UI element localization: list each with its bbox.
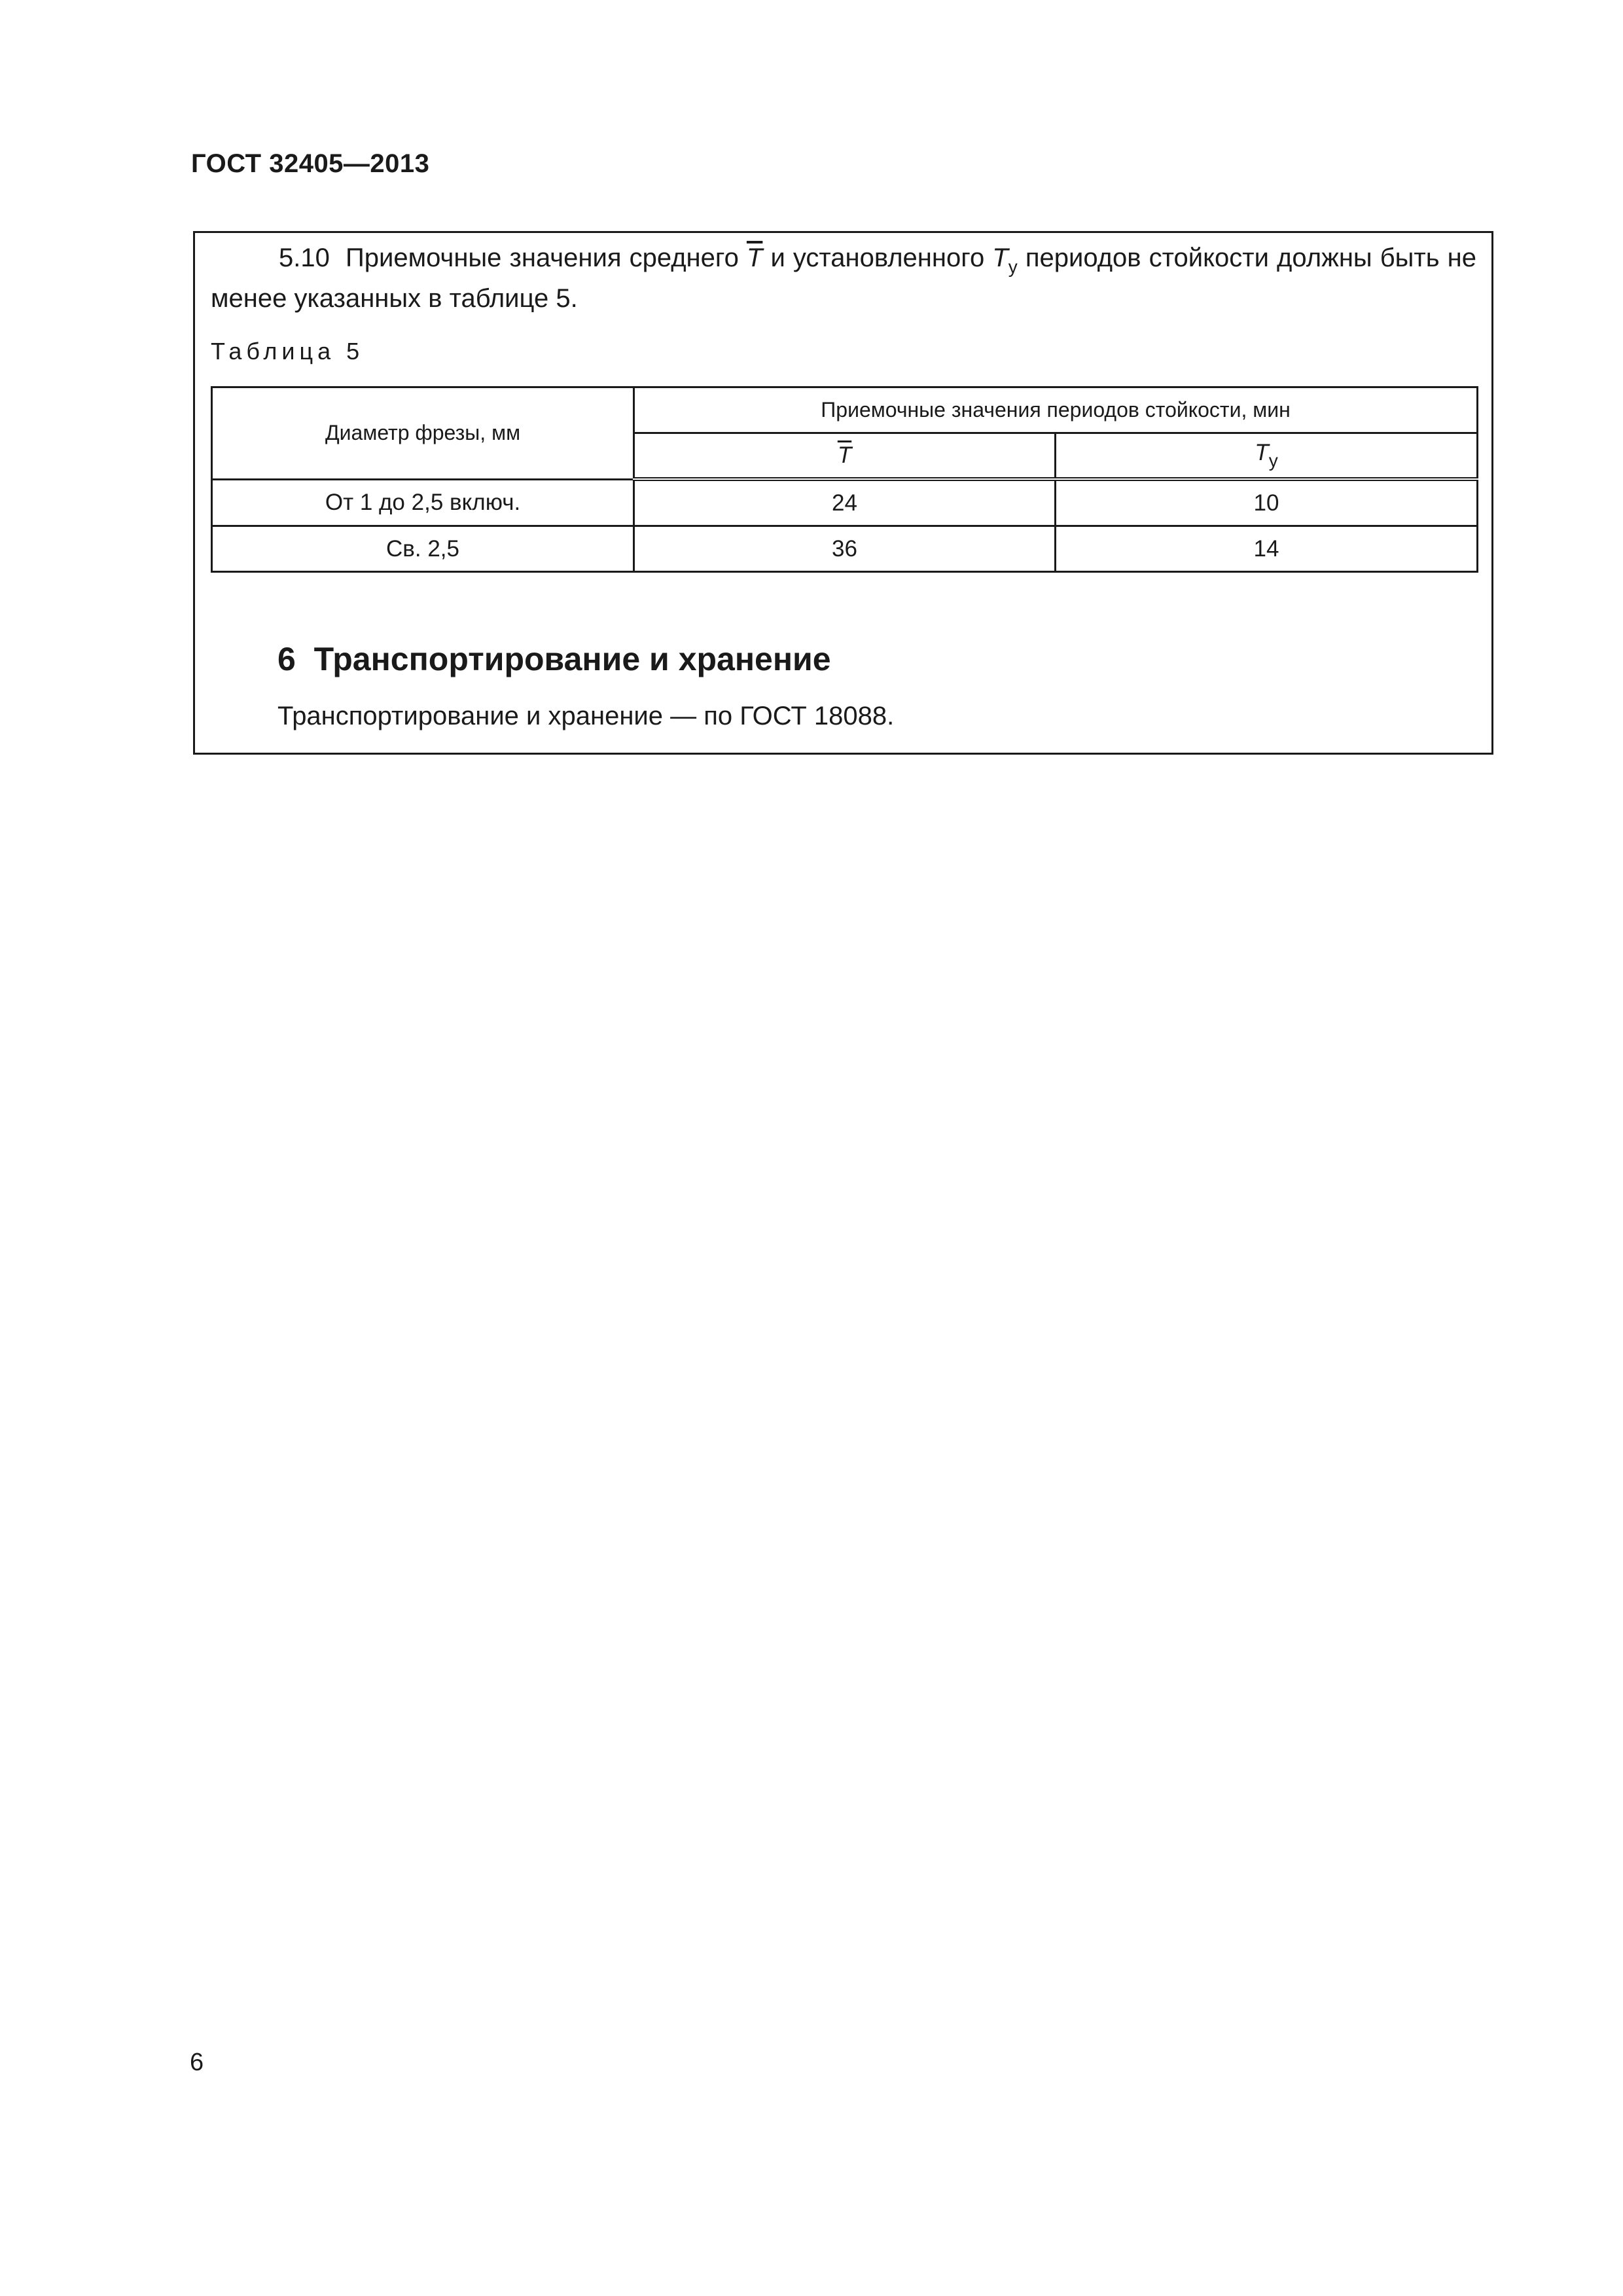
table-caption: Таблица 5 [211, 338, 365, 365]
col-header-diameter: Диаметр фрезы, мм [212, 387, 634, 480]
table-row [212, 479, 1478, 526]
group-header-periods: Приемочные значения периодов стойкости, мин [634, 387, 1478, 433]
change-frame [193, 231, 1493, 755]
page-number: 6 [190, 2049, 204, 2076]
cell-mean: 24 [634, 479, 1056, 526]
sub-header-set: $T_у$ [1056, 433, 1478, 480]
cell-diameter: Св. 2,5 [212, 526, 634, 572]
sub-header-mean: $\overline{T}$ [634, 433, 1056, 480]
cell-set: 14 [1056, 526, 1478, 572]
clause-text-1: Приемочные значения среднего [346, 243, 739, 272]
clause-5-10 [211, 242, 1476, 314]
clause-text-3: периодов стойкости должны быть не менее указанных в таблице 5. [211, 243, 1476, 313]
document-header: ГОСТ 32405—2013 [191, 149, 430, 178]
cell-mean: 36 [634, 526, 1056, 572]
symbol-set-period: $T_у$ [992, 243, 1018, 277]
section-6-body: Транспортирование и хранение — по ГОСТ 18088. [277, 702, 895, 730]
table-row [212, 526, 1478, 572]
clause-number: 5.10 [279, 243, 330, 272]
cell-set: 10 [1056, 479, 1478, 526]
symbol-mean-period: $\overline{T}$ [746, 243, 763, 272]
section-6-title: 6 Транспортирование и хранение [277, 641, 831, 677]
table-5 [211, 386, 1478, 573]
clause-text-2: и установленного [770, 243, 985, 272]
cell-diameter: От 1 до 2,5 включ. [212, 479, 634, 526]
